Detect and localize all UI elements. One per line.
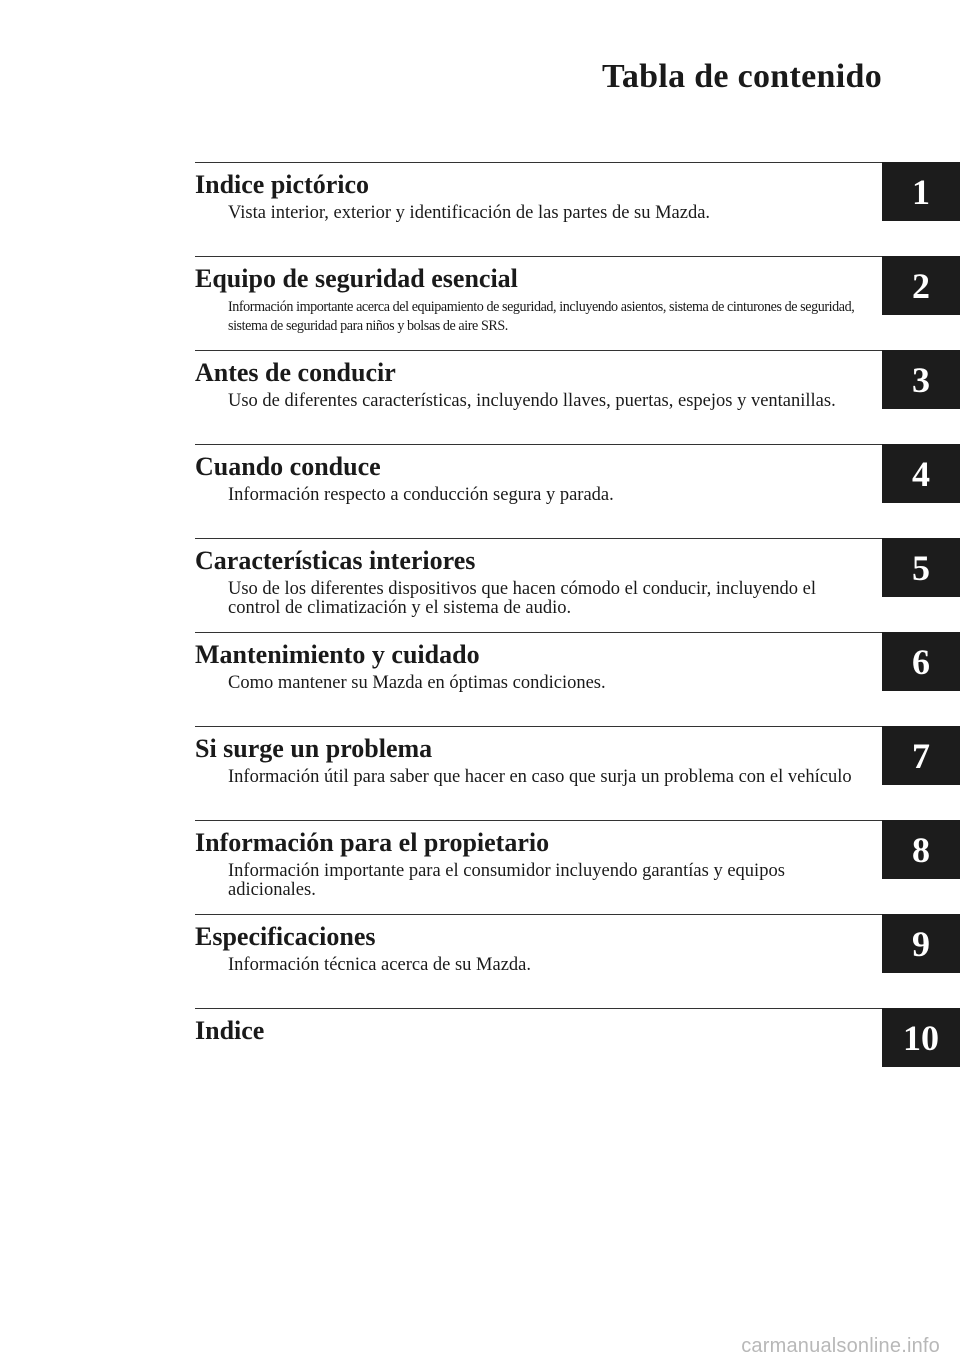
section-description: Información respecto a conducción segura y parada.: [228, 485, 614, 505]
chapter-tab-1[interactable]: 1: [882, 162, 960, 221]
section-title[interactable]: Indice: [195, 1016, 265, 1045]
chapter-tab-7[interactable]: 7: [882, 726, 960, 785]
toc-section-5[interactable]: [0, 538, 960, 632]
page-title: Tabla de contenido: [602, 58, 882, 95]
section-divider: [195, 538, 882, 539]
section-divider: [195, 162, 882, 163]
section-divider: [195, 256, 882, 257]
section-description: Información útil para saber que hacer en caso que surja un problema con el vehículo: [228, 767, 852, 787]
chapter-tab-6[interactable]: 6: [882, 632, 960, 691]
table-of-contents: [0, 162, 960, 1102]
toc-section-9[interactable]: [0, 914, 960, 1008]
toc-section-2[interactable]: [0, 256, 960, 350]
section-description: Uso de diferentes características, incluyendo llaves, puertas, espejos y ventanillas.: [228, 391, 836, 411]
section-title[interactable]: Equipo de seguridad esencial: [195, 264, 518, 293]
section-description: Como mantener su Mazda en óptimas condiciones.: [228, 673, 606, 693]
section-divider: [195, 444, 882, 445]
section-title[interactable]: Mantenimiento y cuidado: [195, 640, 480, 669]
toc-section-10[interactable]: [0, 1008, 960, 1102]
section-title[interactable]: Información para el propietario: [195, 828, 550, 857]
section-title[interactable]: Indice pictórico: [195, 170, 370, 199]
section-description: Información técnica acerca de su Mazda.: [228, 955, 532, 975]
section-description: Vista interior, exterior y identificación de las partes de su Mazda.: [228, 203, 711, 223]
section-divider: [195, 350, 882, 351]
chapter-tab-10[interactable]: 10: [882, 1008, 960, 1067]
section-description: Información importante acerca del equipamiento de seguridad, incluyendo asientos, sistema de cinturones de seguridad, sistema de seguridad para niños y bolsas de aire SRS.: [228, 299, 855, 334]
section-description: Información importante para el consumidor incluyendo garantías y equipos adicionales.: [228, 861, 785, 900]
section-title[interactable]: Cuando conduce: [195, 452, 381, 481]
section-title[interactable]: Especificaciones: [195, 922, 376, 951]
section-title[interactable]: Si surge un problema: [195, 734, 433, 763]
section-description: Uso de los diferentes dispositivos que hacen cómodo el conducir, incluyendo el control de climatización y el sistema de audio.: [228, 579, 817, 618]
toc-section-4[interactable]: [0, 444, 960, 538]
section-divider: [195, 726, 882, 727]
section-divider: [195, 632, 882, 633]
chapter-tab-3[interactable]: 3: [882, 350, 960, 409]
toc-section-8[interactable]: [0, 820, 960, 914]
chapter-tab-4[interactable]: 4: [882, 444, 960, 503]
section-divider: [195, 820, 882, 821]
watermark-text: carmanualsonline.info: [741, 1335, 940, 1357]
chapter-tab-8[interactable]: 8: [882, 820, 960, 879]
chapter-tab-2[interactable]: 2: [882, 256, 960, 315]
section-divider: [195, 914, 882, 915]
toc-section-7[interactable]: [0, 726, 960, 820]
section-title[interactable]: Características interiores: [195, 546, 476, 575]
chapter-tab-9[interactable]: 9: [882, 914, 960, 973]
toc-section-1[interactable]: [0, 162, 960, 256]
section-title[interactable]: Antes de conducir: [195, 358, 396, 387]
toc-section-6[interactable]: [0, 632, 960, 726]
chapter-tab-5[interactable]: 5: [882, 538, 960, 597]
section-divider: [195, 1008, 882, 1009]
toc-section-3[interactable]: [0, 350, 960, 444]
